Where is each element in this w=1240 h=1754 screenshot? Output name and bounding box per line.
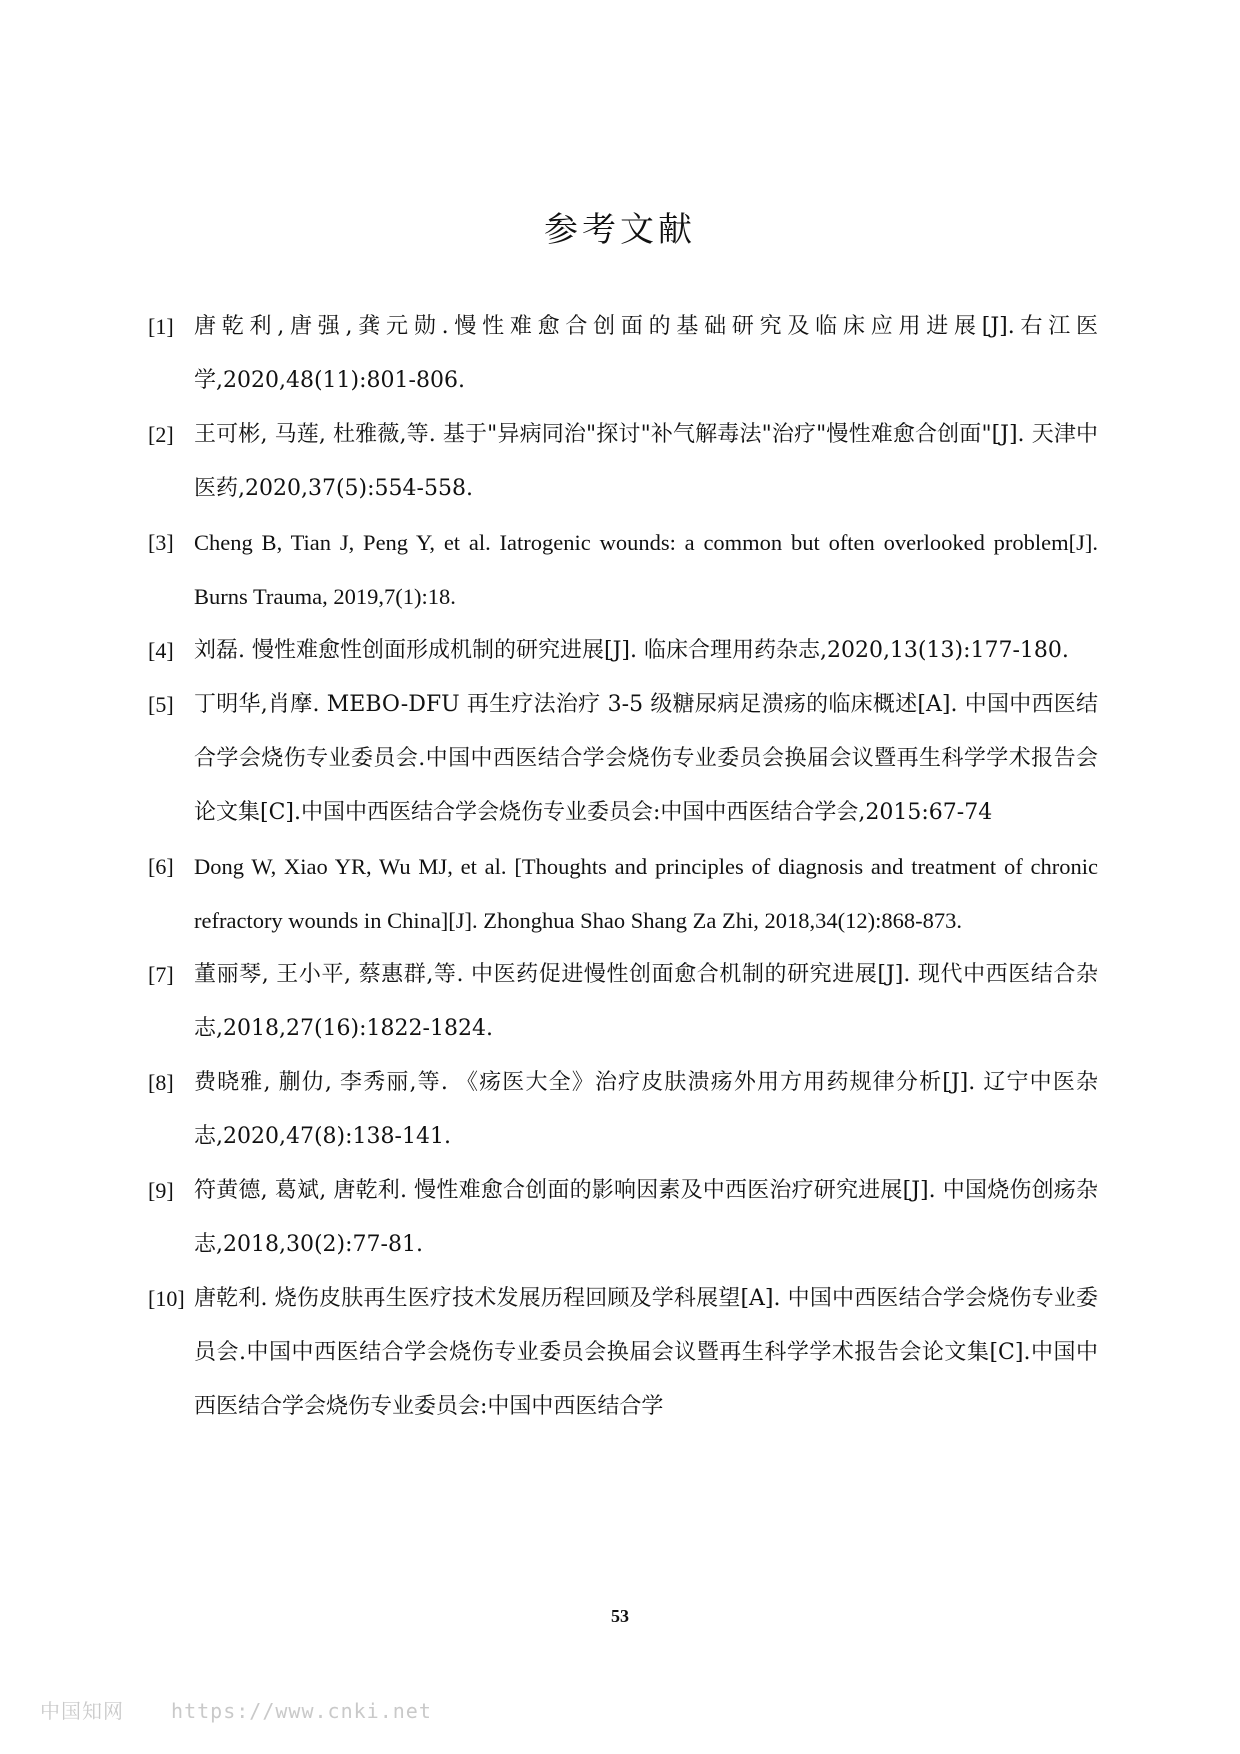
watermark-url: https://www.cnki.net	[171, 1699, 432, 1723]
reference-number: [7]	[148, 962, 174, 987]
reference-text: Cheng B, Tian J, Peng Y, et al. Iatrogenic wounds: a common but often overlooked problem[J]. Burns Trauma, 2019,7(1):18.	[194, 530, 1098, 609]
watermark-brand: 中国知网	[40, 1699, 124, 1723]
reference-number: [5]	[148, 692, 174, 717]
reference-number: [3]	[148, 530, 174, 555]
reference-number: [4]	[148, 638, 174, 663]
reference-item-1	[148, 300, 1098, 408]
reference-text: 唐乾利. 烧伤皮肤再生医疗技术发展历程回顾及学科展望[A]. 中国中西医结合学会烧伤专业委员会.中国中西医结合学会烧伤专业委员会换届会议暨再生科学学术报告会论文集[C].中国中西医结合学会烧伤专业委员会:中国中西医结合学	[194, 1286, 1098, 1419]
reference-text: 唐乾利,唐强,龚元勋.慢性难愈合创面的基础研究及临床应用进展[J].右江医学,2020,48(11):801-806.	[194, 314, 1098, 393]
reference-text: 刘磊. 慢性难愈性创面形成机制的研究进展[J]. 临床合理用药杂志,2020,13(13):177-180.	[194, 638, 1069, 663]
reference-text: 符黄德, 葛斌, 唐乾利. 慢性难愈合创面的影响因素及中西医治疗研究进展[J]. 中国烧伤创疡杂志,2018,30(2):77-81.	[194, 1178, 1098, 1257]
watermark	[40, 1695, 432, 1724]
reference-item-8	[148, 1056, 1098, 1164]
reference-number: [9]	[148, 1178, 174, 1203]
reference-item-5	[148, 678, 1098, 840]
reference-text: 王可彬, 马莲, 杜雅薇,等. 基于"异病同治"探讨"补气解毒法"治疗"慢性难愈合创面"[J]. 天津中医药,2020,37(5):554-558.	[194, 422, 1098, 501]
page-number: 53	[611, 1606, 629, 1626]
reference-item-4	[148, 624, 1098, 678]
reference-item-2	[148, 408, 1098, 516]
reference-number: [1]	[148, 314, 174, 339]
reference-text: 费晓雅, 蒯仂, 李秀丽,等. 《疡医大全》治疗皮肤溃疡外用方用药规律分析[J]. 辽宁中医杂志,2020,47(8):138-141.	[194, 1070, 1098, 1149]
reference-list	[148, 300, 1098, 1434]
reference-text: 董丽琴, 王小平, 蔡惠群,等. 中医药促进慢性创面愈合机制的研究进展[J]. 现代中西医结合杂志,2018,27(16):1822-1824.	[194, 962, 1098, 1041]
reference-item-7	[148, 948, 1098, 1056]
reference-number: [10]	[148, 1286, 185, 1311]
reference-text: 丁明华,肖摩. MEBO-DFU 再生疗法治疗 3-5 级糖尿病足溃疡的临床概述[A]. 中国中西医结合学会烧伤专业委员会.中国中西医结合学会烧伤专业委员会换届会议暨再生科学学术报告会论文集[C].中国中西医结合学会烧伤专业委员会:中国中西医结合学会,2015:67-74	[194, 692, 1098, 825]
reference-item-3	[148, 516, 1098, 624]
reference-item-10	[148, 1272, 1098, 1434]
reference-number: [6]	[148, 854, 174, 879]
reference-text: Dong W, Xiao YR, Wu MJ, et al. [Thoughts and principles of diagnosis and treatment of chronic refractory wounds in China][J]. Zhonghua Shao Shang Za Zhi, 2018,34(12):868-873.	[194, 854, 1098, 933]
reference-item-9	[148, 1164, 1098, 1272]
page-title: 参考文献	[544, 210, 696, 250]
reference-number: [8]	[148, 1070, 174, 1095]
reference-number: [2]	[148, 422, 174, 447]
reference-item-6	[148, 840, 1098, 948]
